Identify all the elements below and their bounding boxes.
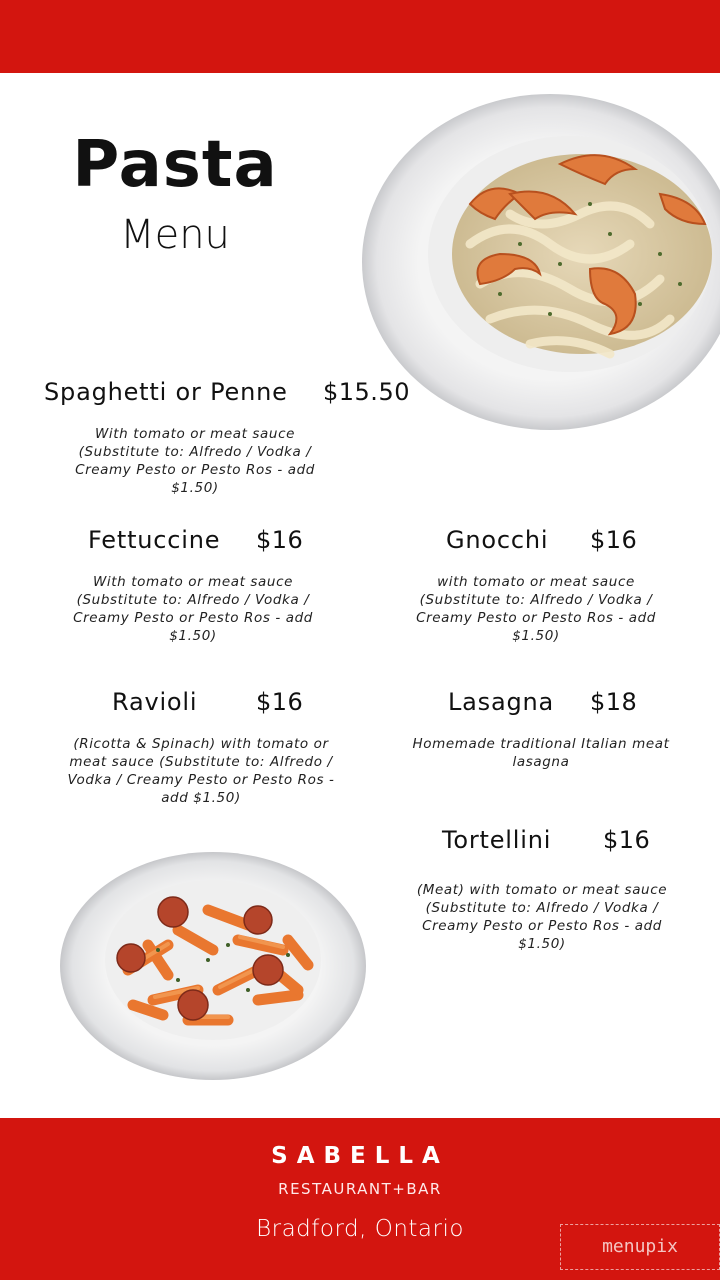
item-desc-tortellini: (Meat) with tomato or meat sauce (Substitute to: Alfredo / Vodka / Creamy Pesto or Pesto Ros - add $1.50) xyxy=(416,882,668,952)
menupix-watermark: menupix xyxy=(560,1224,720,1270)
item-price-ravioli: $16 xyxy=(256,688,304,716)
item-price-lasagna: $18 xyxy=(590,688,638,716)
penne-meatballs-image xyxy=(58,850,368,1082)
item-desc-spaghetti: With tomato or meat sauce (Substitute to: Alfredo / Vodka / Creamy Pesto or Pesto Ros - add $1.50) xyxy=(75,426,315,496)
menu-subtitle: Menu xyxy=(120,212,230,258)
restaurant-tagline: RESTAURANT+BAR xyxy=(278,1180,442,1198)
item-desc-gnocchi: with tomato or meat sauce (Substitute to: Alfredo / Vodka / Creamy Pesto or Pesto Ros - add $1.50) xyxy=(416,574,656,644)
item-name-fettuccine: Fettuccine xyxy=(88,526,221,554)
item-price-gnocchi: $16 xyxy=(590,526,638,554)
item-name-spaghetti: Spaghetti or Penne xyxy=(44,378,288,406)
menu-title: Pasta xyxy=(72,128,278,202)
item-desc-fettuccine: With tomato or meat sauce (Substitute to: Alfredo / Vodka / Creamy Pesto or Pesto Ros - add $1.50) xyxy=(73,574,313,644)
restaurant-location: Bradford, Ontario xyxy=(256,1216,464,1242)
item-desc-ravioli: (Ricotta & Spinach) with tomato or meat sauce (Substitute to: Alfredo / Vodka / Creamy Pesto or Pesto Ros - add $1.50) xyxy=(67,736,335,806)
item-price-fettuccine: $16 xyxy=(256,526,304,554)
item-name-gnocchi: Gnocchi xyxy=(446,526,549,554)
item-desc-lasagna: Homemade traditional Italian meat lasagna xyxy=(412,736,670,770)
item-price-tortellini: $16 xyxy=(603,826,651,854)
shrimp-fettuccine-image xyxy=(360,94,720,432)
item-price-spaghetti: $15.50 xyxy=(323,378,410,406)
item-name-tortellini: Tortellini xyxy=(442,826,552,854)
item-name-lasagna: Lasagna xyxy=(448,688,555,716)
restaurant-name: SABELLA xyxy=(271,1143,449,1169)
top-banner xyxy=(0,0,720,73)
item-name-ravioli: Ravioli xyxy=(112,688,198,716)
